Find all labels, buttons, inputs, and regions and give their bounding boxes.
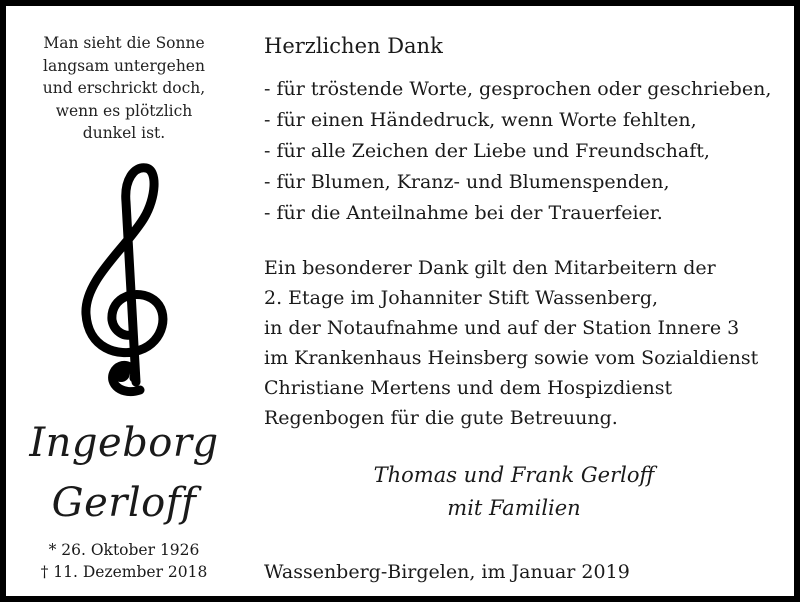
- list-item: - für Blumen, Kranz- und Blumenspenden,: [264, 171, 670, 193]
- paragraph-line: Regenbogen für die gute Betreuung.: [264, 407, 618, 429]
- signature-names: Thomas und Frank Gerloff: [373, 463, 655, 487]
- list-item: - für die Anteilnahme bei der Trauerfeier.: [264, 202, 663, 224]
- signature: [264, 459, 764, 525]
- poem: [12, 32, 236, 145]
- poem-line: Man sieht die Sonne: [43, 34, 205, 52]
- paragraph-line: in der Notaufnahme und auf der Station Innere 3: [264, 317, 740, 339]
- list-item: - für tröstende Worte, gesprochen oder geschrieben,: [264, 78, 772, 100]
- right-column: [264, 12, 784, 602]
- death-date: † 11. Dezember 2018: [40, 563, 208, 581]
- deceased-first-name: Ingeborg: [29, 420, 219, 466]
- page-title: Herzlichen Dank: [264, 34, 443, 58]
- list-item: - für alle Zeichen der Liebe und Freundschaft,: [264, 140, 710, 162]
- life-dates: [12, 539, 236, 583]
- signature-family: mit Familien: [447, 496, 581, 520]
- place-and-date: Wassenberg-Birgelen, im Januar 2019: [264, 561, 630, 583]
- paragraph-line: Christiane Mertens und dem Hospizdienst: [264, 377, 673, 399]
- poem-line: dunkel ist.: [82, 124, 166, 142]
- left-column: [12, 12, 236, 602]
- poem-line: wenn es plötzlich: [55, 101, 193, 120]
- paragraph-line: 2. Etage im Johanniter Stift Wassenberg,: [264, 287, 659, 309]
- treble-clef-icon: [74, 162, 184, 402]
- list-item: - für einen Händedruck, wenn Worte fehlten,: [264, 109, 697, 131]
- poem-line: langsam untergehen: [43, 56, 205, 75]
- paragraph-line: im Krankenhaus Heinsberg sowie vom Sozialdienst: [264, 347, 759, 369]
- poem-line: und erschrickt doch,: [42, 79, 206, 97]
- deceased-last-name: Gerloff: [51, 480, 197, 526]
- acknowledgement-paragraph: [264, 253, 758, 433]
- birth-date: * 26. Oktober 1926: [48, 541, 200, 559]
- thanks-list: [264, 74, 771, 229]
- paragraph-line: Ein besonderer Dank gilt den Mitarbeitern der: [264, 257, 716, 279]
